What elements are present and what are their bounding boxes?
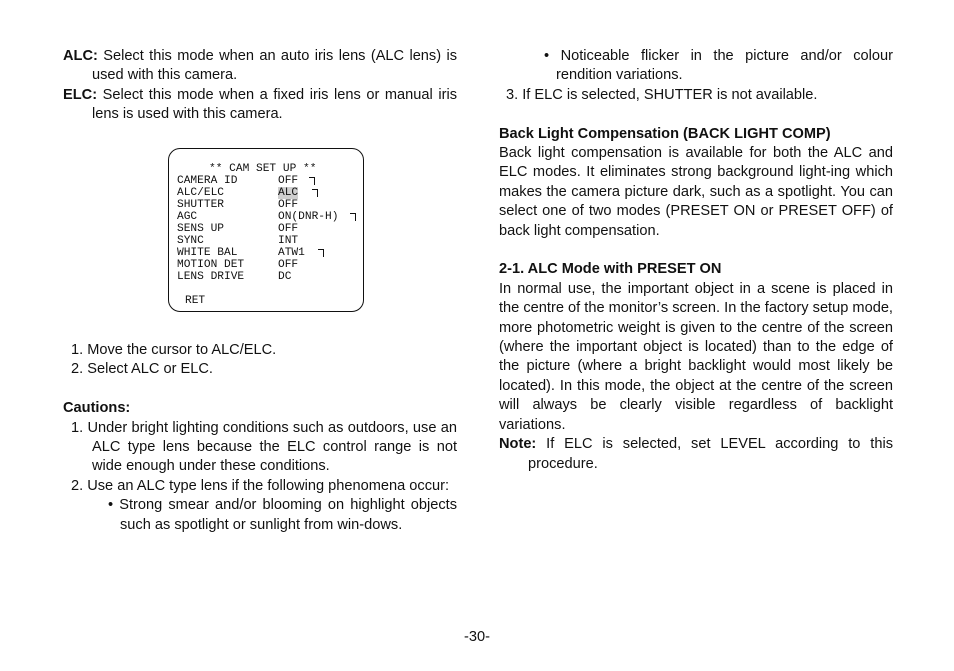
menu-label-sens-up: SENS UP: [177, 223, 224, 235]
menu-label-sync: SYNC: [177, 235, 204, 247]
elc-definition: [63, 86, 457, 125]
note: [499, 435, 893, 474]
menu-value-agc: ON(DNR-H): [278, 211, 339, 223]
note-term: Note:: [499, 436, 537, 453]
caution-3: 3. If ELC is selected, SHUTTER is not available.: [506, 86, 818, 103]
menu-ret: RET: [185, 295, 206, 307]
menu-label-motion-det: MOTION DET: [177, 259, 245, 271]
page-number: -30-: [464, 629, 490, 645]
submenu-mark-icon: [318, 249, 324, 257]
menu-value-white-bal: ATW1: [278, 247, 305, 259]
left-column: [63, 47, 457, 125]
menu-value-lens-drive: DC: [278, 271, 292, 283]
menu-label-agc: AGC: [177, 211, 198, 223]
menu-label-alc-elc: ALC/ELC: [177, 187, 224, 199]
alc-description: Select this mode when an auto iris lens (ALC lens) is used with this camera.: [92, 48, 457, 84]
menu-value-alc-elc-highlighted: ALC: [278, 187, 299, 199]
caution-bullet-smear: • Strong smear and/or blooming on highlight objects such as spotlight or sunlight from win-dows.: [108, 497, 457, 533]
alc-definition: [63, 47, 457, 86]
submenu-mark-icon: [312, 189, 318, 197]
menu-title: ** CAM SET UP **: [209, 163, 317, 175]
caution-1: 1. Under bright lighting conditions such as outdoors, use an ALC type lens because the ELC control range is not wide enough under these conditions.: [71, 419, 457, 475]
blc-text: Back light compensation is available for both the ALC and ELC modes. It eliminates strong background light-ing which makes the camera picture dark, such as a spotlight. You can select one of two modes (PRESET ON or PRESET OFF) of back light compensation.: [499, 145, 893, 239]
menu-label-white-bal: WHITE BAL: [177, 247, 238, 259]
step-1: 1. Move the cursor to ALC/ELC.: [71, 342, 277, 358]
menu-value-sens-up: OFF: [278, 223, 299, 235]
menu-label-shutter: SHUTTER: [177, 199, 224, 211]
elc-term: ELC:: [63, 86, 98, 103]
menu-label-lens-drive: LENS DRIVE: [177, 271, 245, 283]
left-column-lower: [63, 341, 457, 535]
alc-term: ALC:: [63, 48, 98, 64]
note-text: If ELC is selected, set LEVEL according to this procedure.: [528, 436, 893, 472]
step-2: 2. Select ALC or ELC.: [71, 361, 213, 378]
alc-preset-on-text: In normal use, the important object in a scene is placed in the centre of the monitor’s screen. In the factory setup mode, more photometric weight is given to the centre of the screen (where the important object is located) than to the edge of the picture (where a bright backlight would most likely be located). In this mode, the object at the centre of the screen will always be clearly visible regardless of backlight variations.: [499, 280, 893, 433]
cautions-heading: Cautions:: [63, 400, 131, 417]
caution-bullet-flicker: • Noticeable flicker in the picture and/or colour rendition variations.: [544, 48, 893, 84]
menu-value-motion-det: OFF: [278, 259, 299, 271]
blc-heading: Back Light Compensation (BACK LIGHT COMP): [499, 125, 831, 142]
caution-2: 2. Use an ALC type lens if the following phenomena occur:: [71, 477, 450, 494]
submenu-mark-icon: [350, 213, 356, 221]
right-column: [499, 47, 893, 474]
menu-label-camera-id: CAMERA ID: [177, 175, 238, 187]
menu-value-shutter: OFF: [278, 199, 299, 211]
menu-value-sync: INT: [278, 235, 299, 247]
elc-description: Select this mode when a fixed iris lens or manual iris lens is used with this camera.: [92, 86, 457, 123]
submenu-mark-icon: [309, 177, 315, 185]
alc-preset-on-heading: 2-1. ALC Mode with PRESET ON: [499, 261, 722, 278]
menu-value-camera-id: OFF: [278, 175, 299, 187]
